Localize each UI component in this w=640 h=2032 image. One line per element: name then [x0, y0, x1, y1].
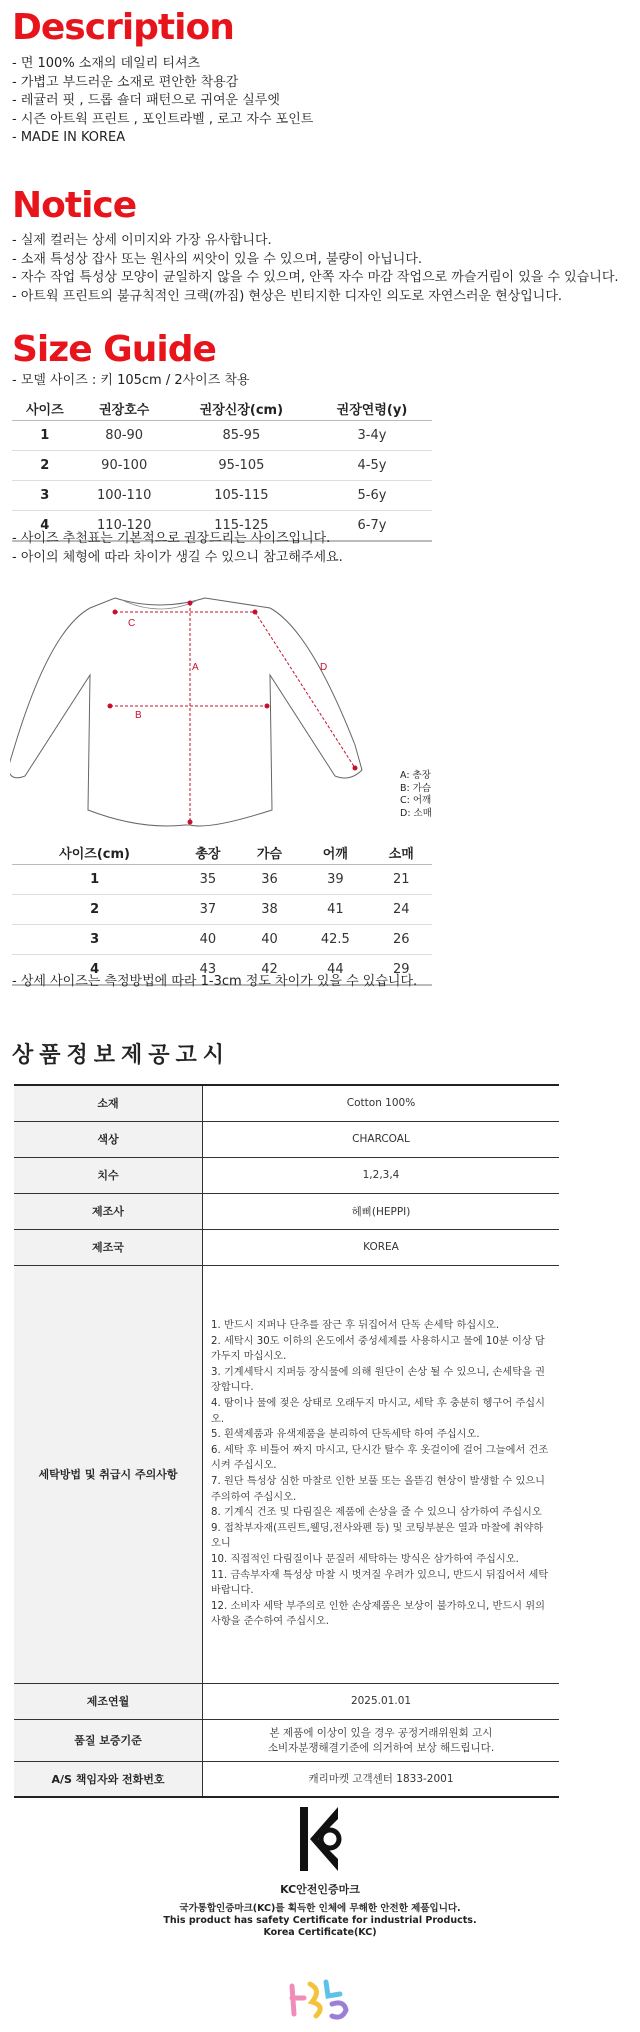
table-header-row: [12, 840, 432, 865]
legend-item: D: 소매: [400, 807, 432, 819]
wash-line: 12. 소비자 세탁 부주의로 인한 손상제품은 보상이 불가하오니, 반드시 위의 사항을 준수하여 주십시오.: [211, 1600, 545, 1628]
table-cell: 6-7y: [312, 511, 432, 542]
table-cell: 39: [300, 865, 370, 895]
table-cell: 29: [370, 955, 432, 986]
wash-line: 2. 세탁시 30도 이하의 온도에서 중성세제를 사용하시고 물에 10분 이상 담가두지 마십시오.: [211, 1335, 545, 1363]
measure-label-a: A: [192, 662, 199, 673]
kc-text: [0, 1903, 640, 1939]
measure-point: [265, 704, 270, 709]
product-info-title: 상품정보제공고시: [12, 1043, 231, 1068]
table-header-cell: 사이즈: [12, 396, 78, 421]
table-header-cell: 권장신장(cm): [171, 396, 312, 421]
table-row: [12, 451, 432, 481]
measure-point: [353, 766, 358, 771]
table-row: [14, 1121, 559, 1157]
notice-list: [12, 232, 619, 306]
info-value: CHARCOAL: [203, 1121, 560, 1157]
table-cell: 100-110: [78, 481, 171, 511]
table-row: [14, 1761, 559, 1797]
table-header-cell: 어깨: [300, 840, 370, 865]
legend-item: C: 어깨: [400, 795, 432, 806]
table-cell: 90-100: [78, 451, 171, 481]
info-label: 제조사: [14, 1193, 203, 1229]
wash-line: 9. 접착부자재(프린트,웰딩,전사와펜 등) 및 코팅부분은 열과 마찰에 취약하오니: [211, 1522, 544, 1550]
info-label: 품질 보증기준: [14, 1719, 203, 1761]
wash-line: 8. 기계식 건조 및 다림질은 제품에 손상을 줄 수 있으니 삼가하여 주십시오: [211, 1507, 542, 1519]
table-cell: 5-6y: [312, 481, 432, 511]
table-cell: 4: [12, 955, 177, 986]
table-cell: 26: [370, 925, 432, 955]
table-cell: 38: [239, 895, 301, 925]
notice-line: - 아트웍 프린트의 불규칙적인 크랙(까짐) 현상은 빈티지한 디자인 의도로 자연스러운 현상입니다.: [12, 288, 563, 304]
table-cell: 3: [12, 481, 78, 511]
table-row: [12, 481, 432, 511]
measure-note: - 상세 사이즈는 측정방법에 따라 1-3cm 정도 차이가 있을 수 있습니다.: [12, 974, 418, 989]
brand-logo: [286, 1976, 352, 2024]
table-header-cell: 총장: [177, 840, 239, 865]
kc-line: 국가통합인증마크(KC)를 획득한 인체에 무해한 안전한 제품입니다.: [179, 1903, 461, 1914]
table-row: [14, 1229, 559, 1265]
info-value: 2025.01.01: [203, 1683, 560, 1719]
notice-line: - 자수 작업 특성상 모양이 균일하지 않을 수 있으며, 안쪽 자수 마감 작업으로 까슬거림이 있을 수 있습니다.: [12, 270, 619, 285]
table-cell: 95-105: [171, 451, 312, 481]
table-header-cell: 권장호수: [78, 396, 171, 421]
measure-point: [188, 820, 193, 825]
brand-logo-stroke: [292, 1986, 304, 2014]
size-note-line: - 사이즈 추천표는 기본적으로 권장드리는 사이즈입니다.: [12, 531, 331, 546]
table-cell: 44: [300, 955, 370, 986]
info-label: 제조연월: [14, 1683, 203, 1719]
info-label: 제조국: [14, 1229, 203, 1265]
table-cell: 3-4y: [312, 421, 432, 451]
table-cell: 105-115: [171, 481, 312, 511]
info-value: Cotton 100%: [203, 1085, 560, 1121]
table-cell: 85-95: [171, 421, 312, 451]
table-cell: 110-120: [78, 511, 171, 542]
kc-line: Korea Certificate(KC): [263, 1927, 377, 1938]
table-cell: 41: [300, 895, 370, 925]
table-cell: 24: [370, 895, 432, 925]
measure-point: [108, 704, 113, 709]
description-line: - 면 100% 소재의 데일리 티셔츠: [12, 56, 201, 71]
table-cell: 42: [239, 955, 301, 986]
wash-line: 10. 직접적인 다림질이나 문질러 세탁하는 방식은 삼가하여 주십시오.: [211, 1553, 519, 1565]
info-value: [203, 1719, 560, 1761]
legend-item: B: 가슴: [400, 782, 432, 794]
table-cell: 115-125: [171, 511, 312, 542]
table-cell: 2: [12, 451, 78, 481]
description-line: - MADE IN KOREA: [12, 130, 126, 145]
table-header-cell: 권장연령(y): [312, 396, 432, 421]
table-cell: 4-5y: [312, 451, 432, 481]
table-cell: 40: [239, 925, 301, 955]
table-row: [12, 421, 432, 451]
info-value: 캐리마켓 고객센터 1833-2001: [203, 1761, 560, 1797]
info-label: 색상: [14, 1121, 203, 1157]
table-cell: 36: [239, 865, 301, 895]
measure-label-b: B: [135, 710, 142, 721]
tshirt-measure-diagram: [10, 590, 390, 835]
table-cell: 2: [12, 895, 177, 925]
info-value: 1,2,3,4: [203, 1157, 560, 1193]
brand-logo-stroke: [332, 2003, 346, 2017]
kc-line: This product has safety Certificate for industrial Products.: [163, 1915, 477, 1926]
table-cell: 1: [12, 865, 177, 895]
wash-line: 5. 흰색제품과 유색제품을 분리하여 단독세탁 하여 주십시오.: [211, 1429, 480, 1441]
measure-label-c: C: [128, 618, 136, 629]
wash-line: 1. 반드시 지퍼나 단추를 잠근 후 뒤집어서 단독 손세탁 하십시오.: [211, 1320, 500, 1332]
size-guide-notes: [12, 530, 343, 567]
info-label: 치수: [14, 1157, 203, 1193]
info-label: 소재: [14, 1085, 203, 1121]
table-header-cell: 가슴: [239, 840, 301, 865]
size-guide-title: Size Guide: [12, 329, 216, 370]
description-list: [12, 55, 313, 148]
table-cell: 1: [12, 421, 78, 451]
warranty-line: 본 제품에 이상이 있을 경우 공정거래위원회 고시: [269, 1727, 493, 1739]
measure-label-d: D: [320, 662, 328, 673]
wash-line: 3. 기계세탁시 지퍼등 장식물에 의해 원단이 손상 될 수 있으니, 손세탁을 권장합니다.: [211, 1366, 545, 1394]
wash-instructions: [203, 1265, 560, 1683]
table-cell: 43: [177, 955, 239, 986]
table-header-cell: 사이즈(cm): [12, 840, 177, 865]
table-row: [14, 1265, 559, 1683]
table-cell: 35: [177, 865, 239, 895]
table-header-cell: 소매: [370, 840, 432, 865]
kc-title: KC안전인증마크: [280, 1883, 360, 1896]
table-cell: 42.5: [300, 925, 370, 955]
brand-logo-stroke: [326, 1982, 340, 1996]
table-row: [14, 1193, 559, 1229]
measure-point: [188, 601, 193, 606]
info-label: A/S 책임자와 전화번호: [14, 1761, 203, 1797]
table-row: [14, 1157, 559, 1193]
wash-line: 11. 금속부자재 특성상 마찰 시 벗겨질 우려가 있으니, 반드시 뒤집어서 세탁 바랍니다.: [211, 1569, 549, 1597]
model-note: - 모델 사이즈 : 키 105cm / 2사이즈 착용: [12, 373, 250, 388]
notice-title: Notice: [12, 185, 137, 226]
table-cell: 37: [177, 895, 239, 925]
kc-certification: [0, 1805, 640, 1939]
description-line: - 시즌 아트웍 프린트 , 포인트라벨 , 로고 자수 포인트: [12, 111, 314, 127]
wash-line: 7. 원단 특성상 심한 마찰로 인한 보풀 또는 올뜯김 현상이 발생할 수 있으니 주의하여 주십시오.: [211, 1476, 545, 1503]
table-header-row: [12, 396, 432, 421]
table-row: [14, 1683, 559, 1719]
table-cell: 3: [12, 925, 177, 955]
info-value: KOREA: [203, 1229, 560, 1265]
legend-item: A: 총장: [400, 770, 431, 781]
description-line: - 레귤러 핏 , 드롭 숄더 패턴으로 귀여운 실루엣: [12, 93, 280, 108]
measure-legend: [400, 770, 432, 820]
notice-line: - 실제 컬러는 상세 이미지와 가장 유사합니다.: [12, 233, 272, 248]
size-guide-table: [12, 396, 432, 542]
notice-line: - 소재 특성상 잡사 또는 원사의 씨앗이 있을 수 있으며, 불량이 아닙니다.: [12, 251, 423, 267]
description-line: - 가볍고 부드러운 소재로 편안한 착용감: [12, 74, 239, 90]
kc-mark-icon: [298, 1805, 342, 1873]
brand-logo-stroke: [310, 1984, 320, 2016]
wash-line: 4. 땀이나 물에 젖은 상태로 오래두지 마시고, 세탁 후 충분히 헹구어 주십시오.: [211, 1398, 545, 1425]
table-row: [14, 1085, 559, 1121]
info-label: 세탁방법 및 취급시 주의사항: [14, 1265, 203, 1683]
tshirt-outline: [10, 598, 362, 826]
measure-point: [253, 610, 258, 615]
product-info-table: [14, 1084, 559, 1798]
measurement-table: [12, 840, 432, 986]
table-cell: 4: [12, 511, 78, 542]
wash-line: 6. 세탁 후 비틀어 짜지 마시고, 단시간 탈수 후 옷걸이에 걸어 그늘에서 건조시켜 주십시오.: [211, 1444, 549, 1472]
description-title: Description: [12, 7, 234, 48]
table-row: [12, 865, 432, 895]
measure-point: [113, 610, 118, 615]
table-cell: 80-90: [78, 421, 171, 451]
warranty-line: 소비자분쟁해결기준에 의거하여 보상 해드립니다.: [267, 1742, 495, 1754]
table-row: [12, 895, 432, 925]
table-cell: 40: [177, 925, 239, 955]
info-value: 헤삐(HEPPI): [203, 1193, 560, 1229]
table-row: [14, 1719, 559, 1761]
table-row: [12, 925, 432, 955]
size-note-line: - 아이의 체형에 따라 차이가 생길 수 있으니 참고해주세요.: [12, 549, 343, 565]
table-cell: 21: [370, 865, 432, 895]
